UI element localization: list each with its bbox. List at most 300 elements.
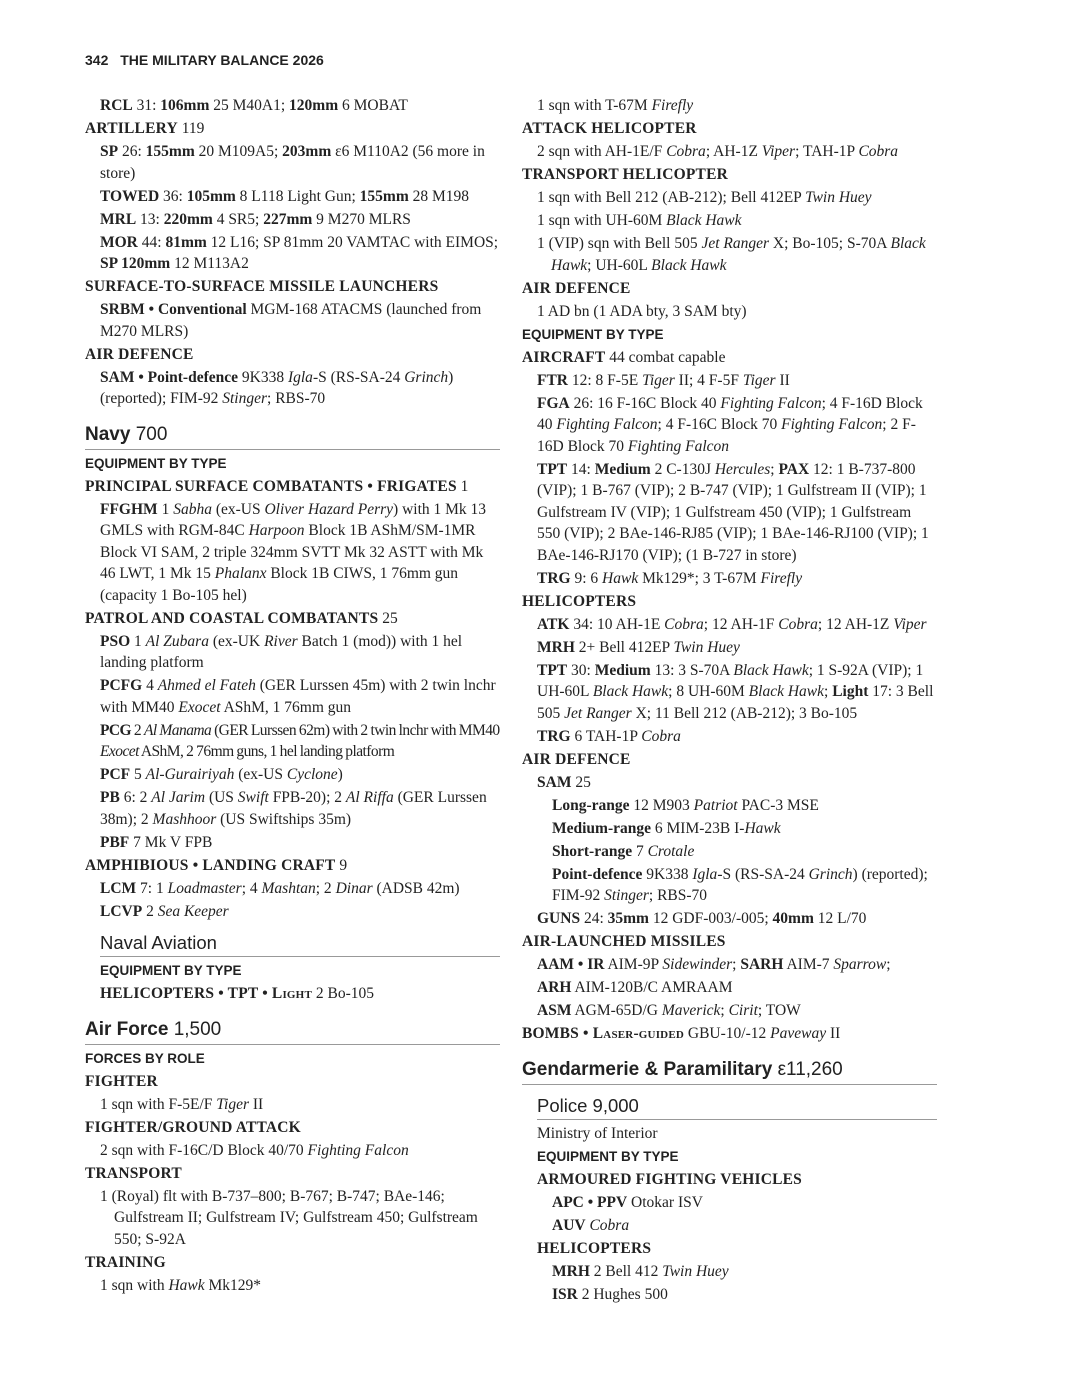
entry-line xyxy=(85,1275,500,1297)
text-run: River xyxy=(264,632,298,650)
text-run: Jet Ranger xyxy=(701,235,770,252)
text-run: 26: xyxy=(118,143,146,160)
text-run: Al Riffa xyxy=(345,789,394,806)
entry-line xyxy=(522,370,937,392)
category-heading xyxy=(522,164,937,186)
text-run: EQUIPMENT BY TYPE xyxy=(85,455,227,471)
text-run: AIRCRAFT xyxy=(522,348,606,366)
entry-line xyxy=(522,233,937,276)
text-run: TPT xyxy=(537,661,568,679)
text-run: FTR xyxy=(537,371,568,389)
text-run: Exocet xyxy=(178,698,221,716)
text-run: 2+ Bell 412EP xyxy=(574,638,674,656)
category-heading xyxy=(522,118,937,140)
text-run: Fighting Falcon xyxy=(627,437,730,455)
text-run: 17: 3 Bell 505 xyxy=(537,683,934,722)
text-run: MRH xyxy=(552,1262,590,1280)
text-run: (US Swiftships 35m) xyxy=(216,810,352,828)
text-run: ; AH-1Z xyxy=(705,143,762,160)
text-run: Mk129*; 3 T-67M xyxy=(638,569,761,587)
text-run: 7: 1 xyxy=(136,879,168,897)
text-run: AIR DEFENCE xyxy=(522,750,631,768)
text-run: 227mm xyxy=(263,210,313,228)
entry-line xyxy=(522,1261,937,1283)
text-run: 25 M40A1; xyxy=(209,97,290,114)
text-run: Maverick xyxy=(661,1002,721,1019)
text-run: 1 xyxy=(456,477,469,495)
text-run: PRINCIPAL SURFACE COMBATANTS • FRIGATES xyxy=(85,477,457,495)
text-run: 2 C-130J xyxy=(650,460,715,478)
text-run: Fighting Falcon xyxy=(781,416,883,433)
text-run: 12 M113A2 xyxy=(170,255,249,272)
text-run: Igla xyxy=(692,865,718,883)
entry-line xyxy=(522,1000,937,1022)
text-run: PAX xyxy=(778,460,810,478)
text-run: ; xyxy=(720,1002,729,1019)
text-run: Stinger xyxy=(222,390,268,407)
text-run: MOR xyxy=(100,233,138,251)
text-run: AIR DEFENCE xyxy=(522,279,631,297)
text-run: 40mm xyxy=(772,910,814,927)
text-run: Al Jarim xyxy=(151,789,206,806)
service-heading xyxy=(85,422,500,450)
text-run: Mashtan xyxy=(261,879,316,897)
text-run: Sidewinder xyxy=(662,956,733,973)
text-run: PAC-3 MSE xyxy=(737,796,819,814)
text-run: 1 sqn with xyxy=(100,1276,169,1294)
text-run: ; 12 AH-1Z xyxy=(817,615,894,633)
text-run: 1 sqn with UH-60M xyxy=(537,212,667,229)
entry-line xyxy=(522,818,937,840)
text-run: Medium xyxy=(594,460,651,478)
entry-line xyxy=(522,459,937,567)
text-run: 4 SR5; xyxy=(212,210,264,228)
text-run: 30: xyxy=(567,661,595,679)
text-run: SP xyxy=(100,143,119,160)
text-run: SRBM • Conventional xyxy=(100,301,247,318)
text-run: Ahmed el Fateh xyxy=(157,677,256,694)
text-run: Al Zubara xyxy=(145,632,209,650)
text-run: II; 4 F-5F xyxy=(674,371,743,389)
text-run: Sabha xyxy=(173,500,212,518)
text-run: 2 sqn with F-16C/D Block 40/70 xyxy=(100,1141,308,1159)
text-run: 35mm xyxy=(607,910,649,927)
text-run: RCL xyxy=(100,97,133,114)
text-run: 44: xyxy=(137,233,166,251)
text-run: ; xyxy=(732,956,741,973)
text-run: 1 xyxy=(157,500,174,518)
text-run: Paveway xyxy=(770,1025,827,1042)
text-run: HELICOPTERS xyxy=(522,592,637,610)
text-run: 120mm xyxy=(289,97,339,114)
entry-line xyxy=(522,864,937,907)
text-run: AGM-65D/G xyxy=(571,1002,662,1019)
text-run: Jet Ranger xyxy=(564,704,632,722)
text-run: SAM • Point-defence xyxy=(100,368,239,386)
text-run: Cobra xyxy=(589,1216,630,1234)
text-run: Block 1B CIWS, 1 76mm gun (capacity 1 Bo-105 hel) xyxy=(100,565,459,604)
text-run: Light xyxy=(832,683,869,700)
text-run: II xyxy=(826,1025,841,1042)
text-run: AShM, 2 76mm guns, 1 hel landing platform xyxy=(138,743,395,760)
section-subheading xyxy=(522,1146,937,1168)
text-run: 28 M198 xyxy=(408,187,470,205)
text-run: 8 L118 Light Gun; xyxy=(235,187,360,205)
text-run: 2 Bo-105 xyxy=(311,985,374,1002)
text-run: ; TOW xyxy=(757,1002,801,1019)
text-run: (US xyxy=(205,789,238,806)
text-run: ; 12 AH-1F xyxy=(703,615,779,633)
subservice-heading xyxy=(537,1093,937,1120)
right-column xyxy=(522,95,937,1307)
entry-line xyxy=(522,614,937,636)
text-run: Fighting Falcon xyxy=(556,416,658,433)
text-run: AMPHIBIOUS • LANDING CRAFT xyxy=(85,856,336,874)
text-run: 13: 3 S-70A xyxy=(650,661,734,679)
entry-line xyxy=(522,1123,937,1145)
text-run: 155mm xyxy=(145,143,195,160)
entry-line xyxy=(522,301,937,323)
text-run: 1 sqn with F-5E/F xyxy=(100,1095,217,1113)
category-heading xyxy=(85,1071,500,1093)
category-heading xyxy=(85,855,500,877)
text-run: Loadmaster xyxy=(167,879,242,897)
entry-line xyxy=(522,795,937,817)
text-run: 1,500 xyxy=(168,1018,222,1040)
text-run: Swift xyxy=(237,789,269,806)
text-run: BOMBS • Laser-guided xyxy=(522,1025,685,1042)
text-run: -S (RS-SA-24 xyxy=(312,368,405,386)
text-run: 203mm xyxy=(282,143,332,160)
text-run: FORCES BY ROLE xyxy=(85,1050,205,1066)
text-run: Grinch xyxy=(808,865,853,883)
category-heading xyxy=(522,278,937,300)
text-run: ; RBS-70 xyxy=(648,887,708,904)
text-run: 119 xyxy=(177,120,205,137)
text-run: Harpoon xyxy=(248,522,305,539)
text-run: ε6 M110A2 (56 more in store) xyxy=(100,143,485,182)
text-run: TRG xyxy=(537,727,571,745)
text-run: 81mm xyxy=(165,233,207,251)
text-run: 7 Mk V FPB xyxy=(129,833,213,851)
text-run: FFGHM xyxy=(100,500,158,518)
text-run: ) xyxy=(337,766,343,783)
text-run: 12 GDF-003/-005; xyxy=(648,910,773,927)
entry-line xyxy=(85,1094,500,1116)
text-run: Cobra xyxy=(858,143,899,160)
text-run: TRANSPORT HELICOPTER xyxy=(522,166,728,183)
entry-line xyxy=(85,209,500,231)
text-run: ; RBS-70 xyxy=(267,390,326,407)
text-run: Cobra xyxy=(641,727,681,745)
section-subheading xyxy=(85,453,500,475)
text-run: Tiger xyxy=(742,371,776,389)
text-run: ; TAH-1P xyxy=(795,143,859,160)
text-run: Twin Huey xyxy=(662,1262,729,1280)
text-run: HELICOPTERS • TPT • Light xyxy=(100,985,312,1002)
entry-line xyxy=(85,787,500,830)
entry-line xyxy=(85,720,500,763)
entry-line xyxy=(522,1284,937,1306)
text-run: 1 AD bn (1 ADA bty, 3 SAM bty) xyxy=(537,302,747,320)
text-run: Black Hawk xyxy=(748,683,824,700)
page-number: 342 xyxy=(85,52,109,68)
entry-line xyxy=(522,393,937,458)
entry-line xyxy=(85,631,500,674)
text-run: PCG xyxy=(100,721,132,739)
text-run: TOWED xyxy=(100,187,160,205)
text-run: FPB-20); 2 xyxy=(268,789,346,806)
text-run: 25 xyxy=(571,773,591,791)
category-heading xyxy=(522,591,937,613)
text-run: 1 (VIP) sqn with Bell 505 xyxy=(537,235,702,252)
text-run: Short-range xyxy=(552,842,633,860)
text-run: ATK xyxy=(537,615,570,633)
text-run: Al Manama xyxy=(143,721,212,739)
text-run: 9 xyxy=(335,856,348,874)
text-run: Cyclone xyxy=(286,766,338,783)
section-subheading xyxy=(85,1048,500,1070)
text-run: ; xyxy=(770,460,779,478)
text-run: (ADSB 42m) xyxy=(372,879,460,897)
text-run: Igla xyxy=(287,368,313,386)
text-run: SAM xyxy=(537,773,572,791)
text-run: AShM, 1 76mm gun xyxy=(220,698,352,716)
text-run: Twin Huey xyxy=(805,189,872,206)
text-run: GUNS xyxy=(537,910,581,927)
text-run: 2 Hughes 500 xyxy=(577,1285,668,1303)
text-run: 155mm xyxy=(359,187,409,205)
text-run: PB xyxy=(100,789,120,806)
text-run: 106mm xyxy=(160,97,210,114)
text-run: MRL xyxy=(100,210,137,228)
text-run: ; xyxy=(824,683,833,700)
text-run: Hawk xyxy=(168,1276,205,1294)
text-run: 13: xyxy=(136,210,164,228)
text-run: (ex-US xyxy=(211,500,265,518)
text-run: Exocet xyxy=(100,743,139,760)
entry-line xyxy=(522,210,937,232)
entry-line xyxy=(85,764,500,786)
text-run: PCF xyxy=(100,766,131,783)
text-run: 36: xyxy=(159,187,187,205)
text-run: X; 11 Bell 212 (AB-212); 3 Bo-105 xyxy=(631,704,858,722)
text-run: Black Hawk xyxy=(666,212,742,229)
text-run: Crotale xyxy=(647,842,695,860)
text-run: 220mm xyxy=(163,210,213,228)
text-run: Tiger xyxy=(642,371,675,389)
text-run: AIR-LAUNCHED MISSILES xyxy=(522,933,726,950)
entry-line xyxy=(85,95,500,117)
text-run: SURFACE-TO-SURFACE MISSILE LAUNCHERS xyxy=(85,278,439,295)
text-run: 1 sqn with T-67M xyxy=(537,97,652,114)
text-run: AAM • IR xyxy=(537,956,605,973)
running-title: THE MILITARY BALANCE 2026 xyxy=(120,52,324,68)
text-run: FIGHTER xyxy=(85,1072,158,1090)
text-run: 34: 10 AH-1E xyxy=(569,615,665,633)
text-run: LCVP xyxy=(100,902,143,920)
category-heading xyxy=(522,931,937,953)
text-run: 14: xyxy=(567,460,595,478)
text-run: Dinar xyxy=(335,879,373,897)
text-run: 12: 1 B-737-800 (VIP); 1 B-767 (VIP); 2 B-747 (VIP); 1 Gulfstream II (VIP); 1 Gulfstream IV (VIP); 1 Gulfstream 450 (VIP); 1 Gulfstream 550 (VIP); 2 BAe-146-RJ85 (VIP); 1 BAe-146-RJ100 (VIP); 1 BAe-146-RJ170 (VIP); (1 B-727 in store) xyxy=(537,460,929,564)
text-run: 2 sqn with AH-1E/F xyxy=(537,143,667,160)
category-heading xyxy=(85,118,500,140)
text-run: Police 9,000 xyxy=(537,1094,639,1116)
text-run: ; 1 S-92A (VIP); 1 UH-60L xyxy=(537,661,924,700)
text-run: Cobra xyxy=(778,615,818,633)
text-run: LCM xyxy=(100,879,137,897)
text-run: ; xyxy=(886,956,891,973)
text-run: ; UH-60L xyxy=(587,256,652,274)
text-run: 6 MOBAT xyxy=(338,97,408,114)
text-run: MRH xyxy=(537,638,575,656)
text-run: Black Hawk xyxy=(733,661,809,679)
text-run: Cobra xyxy=(666,143,706,160)
text-run: ATTACK HELICOPTER xyxy=(522,120,697,137)
text-run: ; 2 F-16D Block 70 xyxy=(537,416,916,455)
entry-line xyxy=(85,675,500,718)
text-run: ARH xyxy=(537,979,572,996)
text-run: 1 sqn with Bell 212 (AB-212); Bell 412EP xyxy=(537,189,806,206)
text-run: Viper xyxy=(761,143,796,160)
text-run: 12 L/70 xyxy=(813,910,867,927)
text-run: Black Hawk xyxy=(592,683,669,700)
entry-line xyxy=(85,901,500,923)
text-run: Mashhoor xyxy=(152,810,217,828)
text-run: Al-Gurairiyah xyxy=(145,766,235,783)
text-run: 6 TAH-1P xyxy=(570,727,642,745)
text-run: AIR DEFENCE xyxy=(85,345,194,363)
category-heading xyxy=(522,347,937,369)
entry-line xyxy=(85,832,500,854)
entry-line xyxy=(85,232,500,275)
entry-line xyxy=(85,1140,500,1162)
text-run: ; 4 F-16C Block 70 xyxy=(657,416,782,433)
text-run: 44 combat capable xyxy=(605,348,726,366)
text-run: FIGHTER/GROUND ATTACK xyxy=(85,1118,301,1136)
text-run: Hercules xyxy=(714,460,771,478)
text-run: Grinch xyxy=(404,368,449,386)
text-run: II xyxy=(249,1095,264,1113)
text-run: SARH xyxy=(740,956,784,973)
entry-line xyxy=(522,187,937,209)
entry-line xyxy=(85,299,500,342)
entry-line xyxy=(522,1192,937,1214)
text-run: HELICOPTERS xyxy=(537,1239,652,1257)
text-run: APC • PPV xyxy=(552,1193,628,1211)
text-run: 9K338 xyxy=(238,368,288,386)
text-run: ; 4 F-16D Block 40 xyxy=(537,394,923,433)
text-run: PCFG xyxy=(100,677,143,694)
text-run: 2 xyxy=(131,721,144,739)
entry-line xyxy=(522,1215,937,1237)
text-run: II xyxy=(775,371,790,389)
text-run: 26: 16 F-16C Block 40 xyxy=(569,394,721,412)
subservice-heading xyxy=(100,930,500,957)
text-run: TRANSPORT xyxy=(85,1164,182,1182)
text-run: (GER Lurssen 45m) with 2 twin lnchr with MM40 xyxy=(100,677,496,716)
text-run: Hawk xyxy=(602,569,639,587)
text-run: 2 xyxy=(142,902,158,920)
text-run: Hawk xyxy=(744,819,781,837)
text-run: 1 xyxy=(130,632,146,650)
entry-line xyxy=(85,878,500,900)
entry-line xyxy=(522,726,937,748)
text-run: AIM-7 xyxy=(783,956,834,973)
text-run: Cobra xyxy=(664,615,704,633)
category-heading xyxy=(85,476,500,498)
text-run: FGA xyxy=(537,394,570,412)
text-run: Air Force xyxy=(85,1018,169,1040)
text-run: EQUIPMENT BY TYPE xyxy=(537,1148,679,1164)
text-run: AIM-9P xyxy=(604,956,663,973)
text-run: EQUIPMENT BY TYPE xyxy=(100,963,242,978)
entry-line xyxy=(522,568,937,590)
text-run: Firefly xyxy=(651,97,694,114)
text-run: (GER Lurssen 38m); 2 xyxy=(100,789,487,828)
text-run: Twin Huey xyxy=(673,638,740,656)
text-run: SP 120mm xyxy=(100,255,171,272)
text-run: 5 xyxy=(130,766,146,783)
entry-line xyxy=(522,95,937,117)
text-run: (ex-UK xyxy=(208,632,265,650)
text-run: -S (RS-SA-24 xyxy=(717,865,809,883)
entry-line xyxy=(522,637,937,659)
text-run: Block 1B AShM/SM-1MR Block VI SAM, 2 triple 324mm SVTT Mk 32 ASTT with Mk 46 LWT, 1 Mk 15 xyxy=(100,522,484,582)
text-run: Viper xyxy=(893,615,927,633)
text-run: Point-defence xyxy=(552,865,643,883)
entry-line xyxy=(522,954,937,976)
text-run: Firefly xyxy=(760,569,803,587)
text-run: Sparrow xyxy=(833,956,887,973)
category-heading xyxy=(85,344,500,366)
text-run: 1 (Royal) flt with B-737–800; B-767; B-747; BAe-146; Gulfstream II; Gulfstream IV; Gulfstream 450; Gulfstream 550; S-92A xyxy=(100,1187,478,1248)
text-run: ) with 1 Mk 13 GMLS with RGM-84C xyxy=(100,500,487,539)
text-run: Oliver Hazard Perry xyxy=(264,500,394,518)
entry-line xyxy=(522,841,937,863)
text-run: 105mm xyxy=(186,187,236,205)
text-run: Stinger xyxy=(604,887,649,904)
text-run: Naval Aviation xyxy=(100,932,217,953)
left-column xyxy=(85,95,500,1298)
text-run: 9K338 xyxy=(642,865,693,883)
text-run: PBF xyxy=(100,833,130,851)
entry-line xyxy=(522,1169,937,1191)
entry-line xyxy=(85,367,500,410)
text-run: ASM xyxy=(537,1002,572,1019)
text-run: EQUIPMENT BY TYPE xyxy=(522,326,664,342)
entry-line xyxy=(85,499,500,607)
text-run: Phalanx xyxy=(214,565,267,582)
entry-line xyxy=(522,977,937,999)
text-run: X; Bo-105; S-70A xyxy=(769,235,891,252)
entry-line xyxy=(522,908,937,930)
text-run: MGM-168 ATACMS (launched from M270 MLRS) xyxy=(100,301,482,340)
text-run: Ministry of Interior xyxy=(537,1124,658,1142)
entry-line xyxy=(522,141,937,163)
text-run: Sea Keeper xyxy=(157,902,229,920)
text-run: 31: xyxy=(132,97,161,114)
category-heading xyxy=(522,749,937,771)
text-run: Mk129* xyxy=(204,1276,262,1294)
text-run: GBU-10/-12 xyxy=(684,1025,771,1042)
text-run: 7 xyxy=(632,842,648,860)
text-run: PSO xyxy=(100,632,131,650)
text-run: 9 M270 MLRS xyxy=(312,210,411,228)
text-run: 20 M109A5; xyxy=(194,143,283,160)
text-run: TRAINING xyxy=(85,1253,166,1271)
